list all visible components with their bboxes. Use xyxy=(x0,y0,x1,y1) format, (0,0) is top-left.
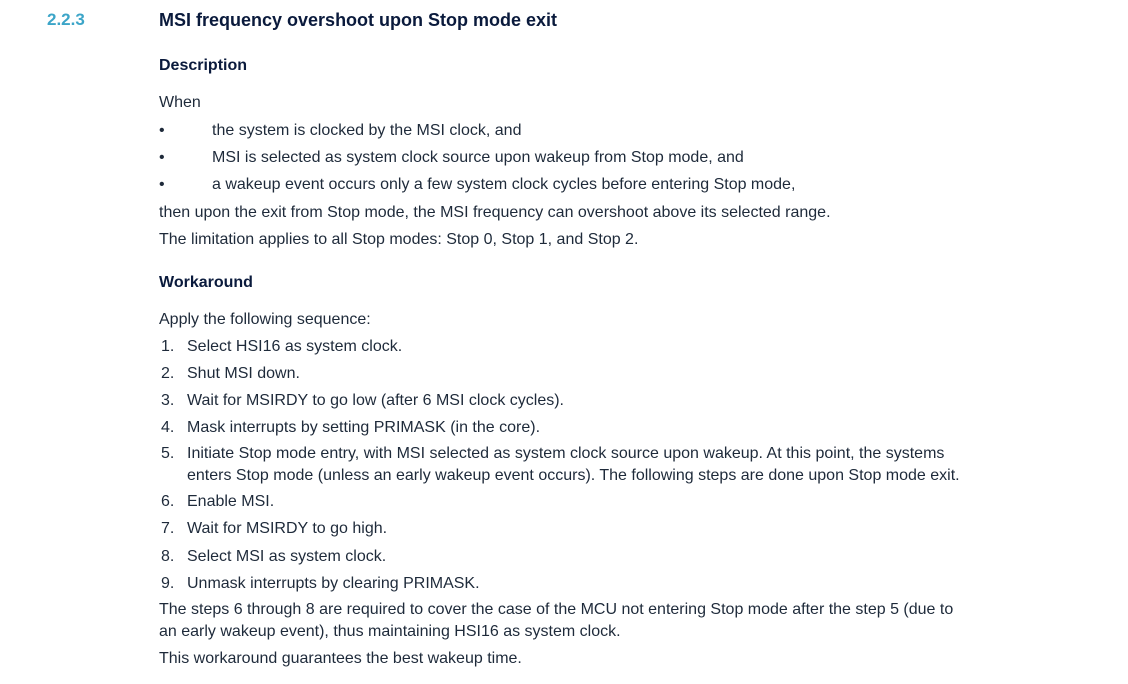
step-text: Enable MSI. xyxy=(187,493,275,510)
step-text: Shut MSI down. xyxy=(187,365,300,382)
step-number: 5. xyxy=(161,445,175,462)
workaround-note-line1: The steps 6 through 8 are required to cover the case of the MCU not entering Stop mode after the step 5 (due to xyxy=(159,601,954,618)
step-text: Initiate Stop mode entry, with MSI selected as system clock source upon wakeup. At this point, the systems xyxy=(187,445,945,462)
step-text: Select MSI as system clock. xyxy=(187,548,387,565)
step-text: Unmask interrupts by clearing PRIMASK. xyxy=(187,575,480,592)
step-number: 1. xyxy=(161,338,175,355)
workaround-guarantee: This workaround guarantees the best wakeup time. xyxy=(159,650,522,667)
step-text: Mask interrupts by setting PRIMASK (in the core). xyxy=(187,419,541,436)
workaround-heading: Workaround xyxy=(159,274,253,291)
step-text: Select HSI16 as system clock. xyxy=(187,338,403,355)
bullet-icon: • xyxy=(159,149,165,166)
step-text: Wait for MSIRDY to go high. xyxy=(187,520,388,537)
bullet-icon: • xyxy=(159,176,165,193)
step-number: 4. xyxy=(161,419,175,436)
step-text: Wait for MSIRDY to go low (after 6 MSI clock cycles). xyxy=(187,392,564,409)
description-limitation: The limitation applies to all Stop modes: Stop 0, Stop 1, and Stop 2. xyxy=(159,231,639,248)
section-number: 2.2.3 xyxy=(47,10,85,29)
bullet-text: MSI is selected as system clock source upon wakeup from Stop mode, and xyxy=(212,149,744,166)
description-heading: Description xyxy=(159,57,248,74)
step-number: 8. xyxy=(161,548,175,565)
section-title: MSI frequency overshoot upon Stop mode exit xyxy=(159,10,558,30)
bullet-icon: • xyxy=(159,122,165,139)
step-text-continued: enters Stop mode (unless an early wakeup event occurs). The following steps are done upon Stop mode exit. xyxy=(187,467,960,484)
step-number: 9. xyxy=(161,575,175,592)
description-consequence: then upon the exit from Stop mode, the MSI frequency can overshoot above its selected range. xyxy=(159,204,831,221)
bullet-text: the system is clocked by the MSI clock, and xyxy=(212,122,522,139)
step-number: 7. xyxy=(161,520,175,537)
description-intro: When xyxy=(159,94,201,111)
step-number: 3. xyxy=(161,392,175,409)
bullet-text: a wakeup event occurs only a few system clock cycles before entering Stop mode, xyxy=(212,176,796,193)
workaround-intro: Apply the following sequence: xyxy=(159,311,371,328)
step-number: 6. xyxy=(161,493,175,510)
step-number: 2. xyxy=(161,365,175,382)
workaround-note-line2: an early wakeup event), thus maintaining HSI16 as system clock. xyxy=(159,623,621,640)
